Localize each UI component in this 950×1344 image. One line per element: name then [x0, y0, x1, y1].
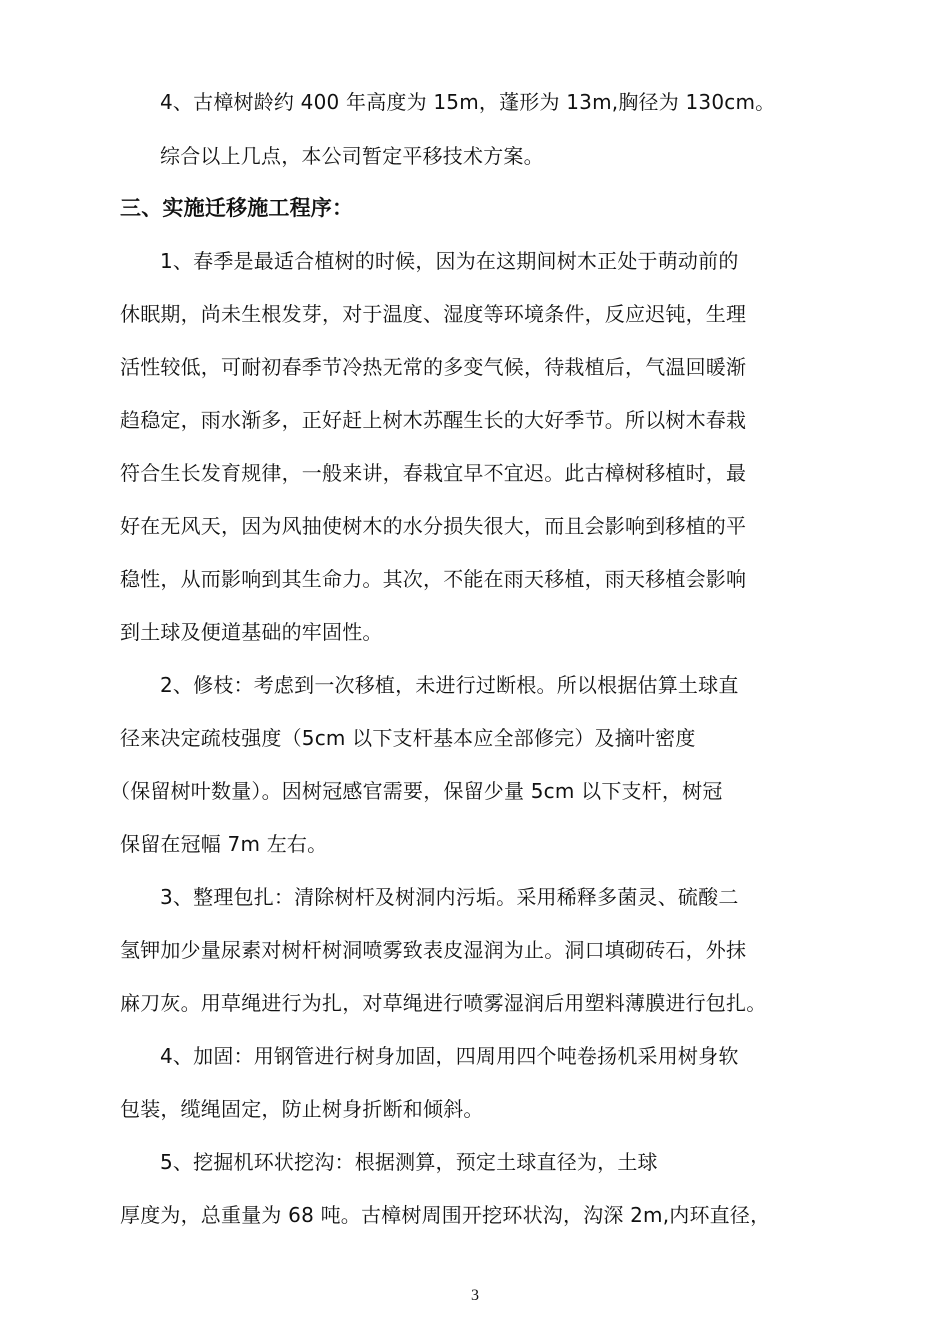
- paragraph-line: 综合以上几点，本公司暂定平移技术方案。: [160, 144, 544, 168]
- paragraph-line: 麻刀灰。用草绳进行为扎，对草绳进行喷雾湿润后用塑料薄膜进行包扎。: [120, 991, 767, 1015]
- paragraph-line: 趋稳定，雨水渐多，正好赶上树木苏醒生长的大好季节。所以树木春栽: [120, 408, 747, 432]
- paragraph-line: 稳性，从而影响到其生命力。其次，不能在雨天移植，雨天移植会影响: [120, 567, 747, 591]
- paragraph-line: 厚度为，总重量为 68 吨。古樟树周围开挖环状沟，沟深 2m,内环直径，: [120, 1203, 771, 1227]
- paragraph-line: 2、修枝：考虑到一次移植，未进行过断根。所以根据估算土球直: [160, 673, 739, 697]
- paragraph-line: 径来决定疏枝强度（5cm 以下支杆基本应全部修完）及摘叶密度: [120, 726, 696, 750]
- paragraph-line: 好在无风天，因为风抽使树木的水分损失很大，而且会影响到移植的平: [120, 514, 747, 538]
- page-number: 3: [471, 1287, 479, 1304]
- paragraph-line: 休眠期，尚未生根发芽，对于温度、湿度等环境条件，反应迟钝，生理: [120, 302, 747, 326]
- paragraph-line: 4、古樟树龄约 400 年高度为 15m，蓬形为 13m,胸径为 130cm。: [160, 90, 776, 114]
- paragraph-line: 氢钾加少量尿素对树杆树洞喷雾致表皮湿润为止。洞口填砌砖石，外抹: [120, 938, 747, 962]
- paragraph-line: 3、整理包扎：清除树杆及树洞内污垢。采用稀释多菌灵、硫酸二: [160, 885, 739, 909]
- paragraph-line: 符合生长发育规律，一般来讲，春栽宜早不宜迟。此古樟树移植时，最: [120, 461, 747, 485]
- paragraph-line: 5、挖掘机环状挖沟：根据测算，预定土球直径为，土球: [160, 1150, 658, 1174]
- section-heading: 三、实施迁移施工程序：: [120, 196, 354, 220]
- paragraph-line: 4、加固：用钢管进行树身加固，四周用四个吨卷扬机采用树身软: [160, 1044, 739, 1068]
- paragraph-line: 1、春季是最适合植树的时候，因为在这期间树木正处于萌动前的: [160, 249, 739, 273]
- paragraph-line: 活性较低，可耐初春季节冷热无常的多变气候，待栽植后，气温回暖渐: [120, 355, 747, 379]
- paragraph-line: 到土球及便道基础的牢固性。: [120, 620, 383, 644]
- paragraph-line: （保留树叶数量）。因树冠感官需要，保留少量 5cm 以下支杆，树冠: [110, 779, 723, 803]
- paragraph-line: 包装，缆绳固定，防止树身折断和倾斜。: [120, 1097, 484, 1121]
- paragraph-line: 保留在冠幅 7m 左右。: [120, 832, 328, 856]
